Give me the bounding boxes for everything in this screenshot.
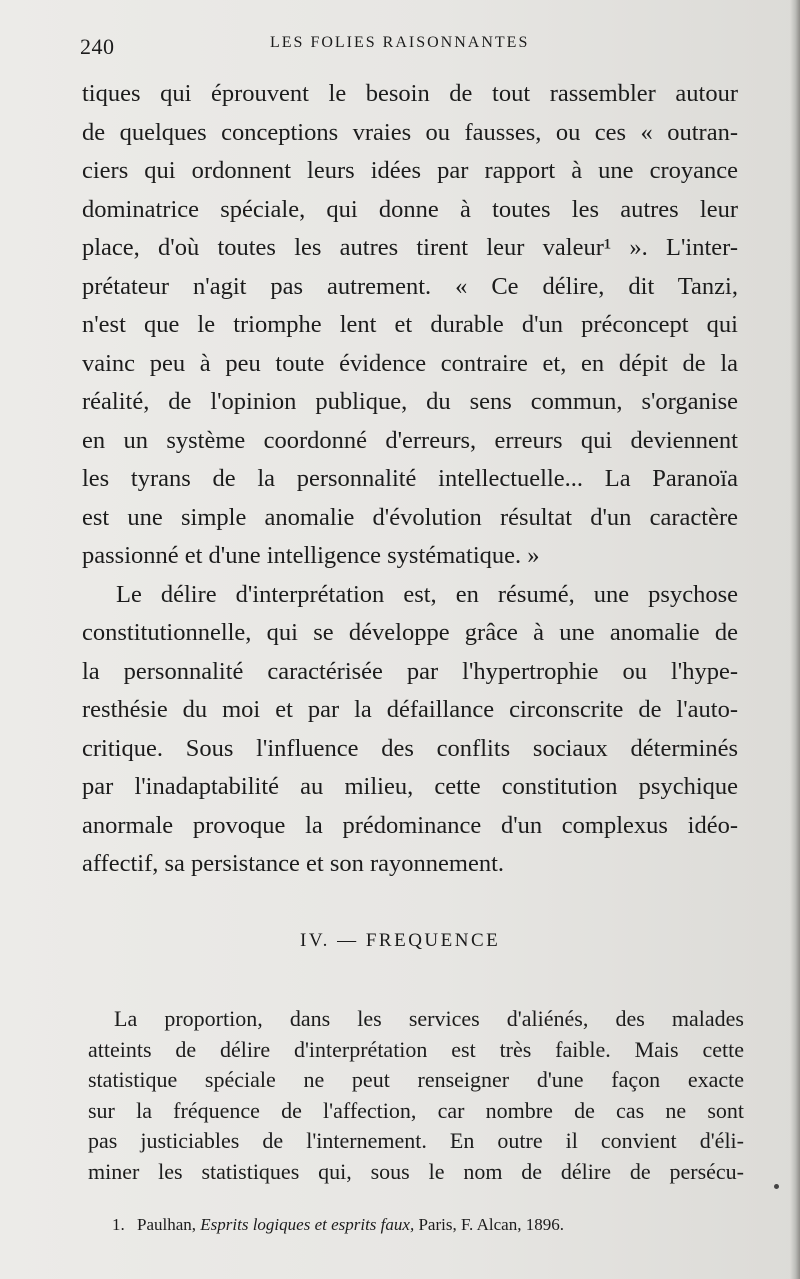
text-line: miner les statistiques qui, sous le nom de délire de persécu- <box>88 1158 744 1184</box>
text-line: par l'inadaptabilité au milieu, cette constitution psychique <box>82 773 738 800</box>
text-line: vainc peu à peu toute évidence contraire et, en dépit de la <box>82 349 738 377</box>
text-line: est une simple anomalie d'évolution résultat d'un caractère <box>82 503 738 531</box>
text-line: tiques qui éprouvent le besoin de tout rassembler autour <box>82 80 738 107</box>
text-line: affectif, sa persistance et son rayonnement. <box>82 850 505 877</box>
text-line: dominatrice spéciale, qui donne à toutes les autres leur <box>82 195 738 223</box>
text-line: réalité, de l'opinion publique, du sens commun, s'organise <box>82 388 738 415</box>
text-line: prétateur n'agit pas autrement. « Ce délire, dit Tanzi, <box>82 272 738 300</box>
text-line: atteints de délire d'interprétation est très faible. Mais cette <box>88 1036 744 1062</box>
section-paragraph <box>88 1004 744 1187</box>
footnote <box>112 1215 564 1235</box>
running-title: LES FOLIES RAISONNANTES <box>270 34 530 51</box>
body-paragraphs <box>82 75 738 884</box>
text-line: critique. Sous l'influence des conflits sociaux déterminés <box>82 734 738 762</box>
section-heading: IV. — FREQUENCE <box>300 930 501 951</box>
footnote-publisher: Paris, F. Alcan, 1896. <box>418 1215 564 1234</box>
paragraph-first-line: Le délire d'interprétation est, en résumé, une psychose <box>116 580 738 608</box>
text-line: passionné et d'une intelligence systématique. » <box>82 542 540 569</box>
text-line: pas justiciables de l'internement. En outre il convient d'éli- <box>88 1128 744 1153</box>
text-line: la personnalité caractérisée par l'hypertrophie ou l'hype- <box>82 657 738 685</box>
text-line: les tyrans de la personnalité intellectuelle... La Paranoïa <box>82 465 738 492</box>
page-edge-shadow <box>790 0 800 1279</box>
scan-speck <box>774 1184 779 1189</box>
text-line: place, d'où toutes les autres tirent leur valeur¹ ». L'inter- <box>82 234 738 261</box>
footnote-author: Paulhan, <box>137 1215 197 1234</box>
page-number: 240 <box>80 34 115 59</box>
text-line: n'est que le triomphe lent et durable d'un préconcept qui <box>82 311 738 338</box>
text-line: anormale provoque la prédominance d'un complexus idéo- <box>82 811 738 839</box>
text-line: sur la fréquence de l'affection, car nombre de cas ne sont <box>88 1097 744 1123</box>
paragraph-first-line: La proportion, dans les services d'aliénés, des malades <box>114 1006 744 1031</box>
footnote-title: Esprits logiques et esprits faux, <box>200 1215 415 1234</box>
footnote-number: 1. <box>112 1215 125 1234</box>
text-line: de quelques conceptions vraies ou fausses, ou ces « outran- <box>82 118 738 146</box>
text-line: constitutionnelle, qui se développe grâce à une anomalie de <box>82 619 738 646</box>
text-line: resthésie du moi et par la défaillance circonscrite de l'auto- <box>82 696 738 723</box>
text-line: en un système coordonné d'erreurs, erreurs qui deviennent <box>82 426 738 454</box>
text-line: ciers qui ordonnent leurs idées par rapport à une croyance <box>82 157 738 184</box>
text-line: statistique spéciale ne peut renseigner d'une façon exacte <box>88 1067 744 1092</box>
page-header <box>80 30 740 62</box>
